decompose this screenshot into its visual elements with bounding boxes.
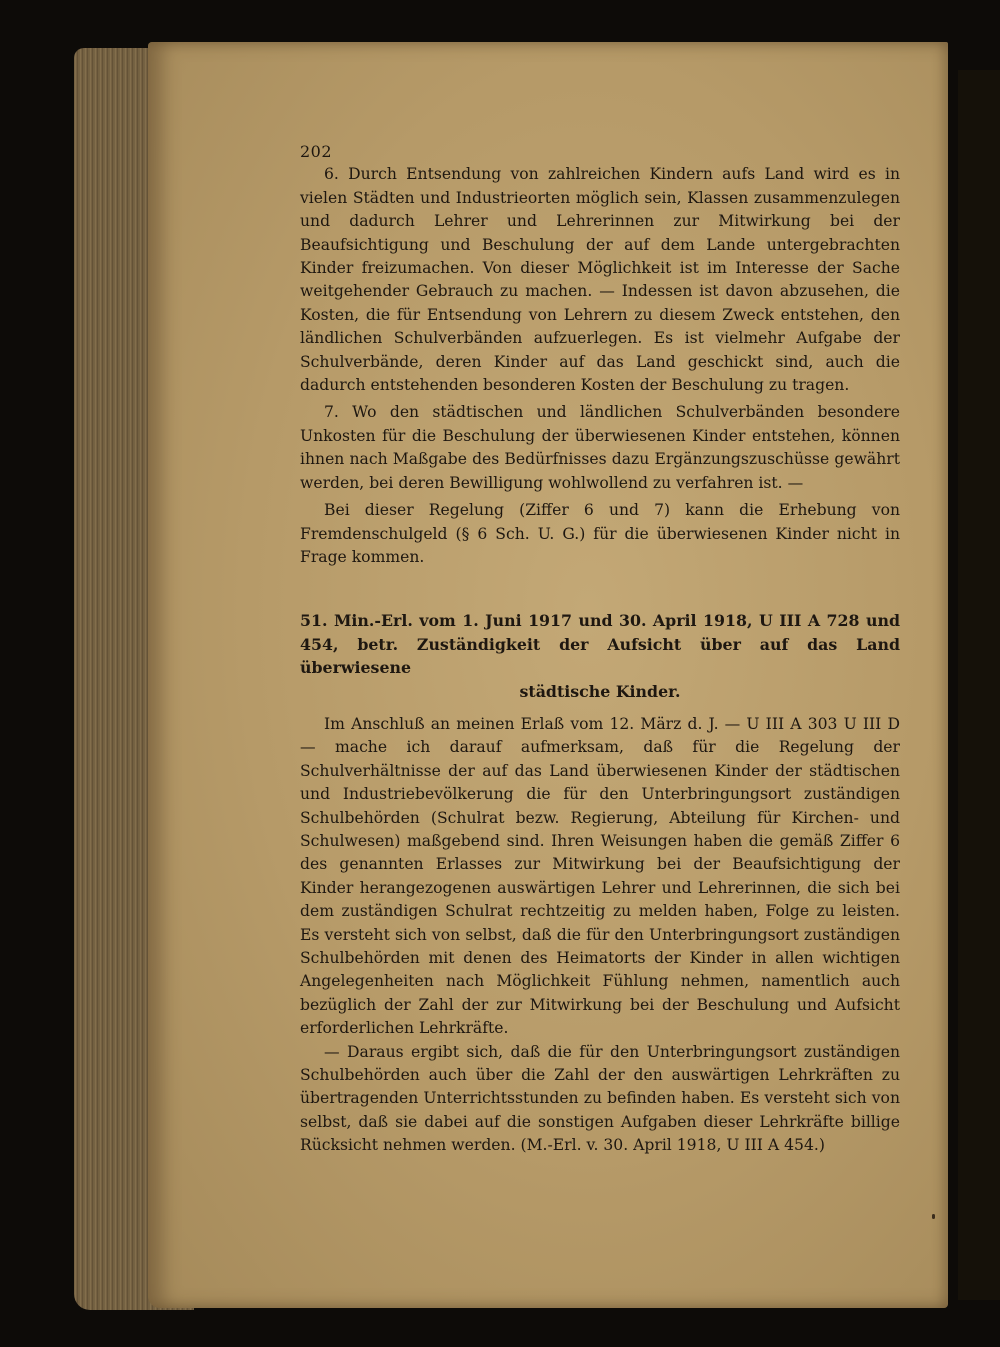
section-gap (300, 573, 900, 609)
page-number: 202 (300, 142, 333, 161)
decree-heading-text: 51. Min.-Erl. vom 1. Juni 1917 und 30. April 1918, U III A 728 und 454, betr. Zuständigkeit der Aufsicht über auf das Land überwiesene (300, 611, 900, 678)
page-text-block (300, 140, 900, 1158)
next-page-edge (958, 70, 1000, 1300)
paragraph-6: 6. Durch Entsendung von zahlreichen Kindern aufs Land wird es in vielen Städten und Industrieorten möglich sein, Klassen zusammenzulegen und dadurch Lehrer und Lehrerinnen zur Mitwirkung bei der Beaufsichtigung und Beschulung der auf dem Lande untergebrachten Kinder freizumachen. Von dieser Möglichkeit ist im Interesse der Sache weitgehender Gebrauch zu machen. — Indessen ist davon abzusehen, die Kosten, die für Entsendung von Lehrern zu diesem Zweck entstehen, den ländlichen Schulverbänden aufzuerlegen. Es ist vielmehr Aufgabe der Schulverbände, deren Kinder auf das Land geschickt sind, auch die dadurch entstehenden besonderen Kosten der Beschulung zu tragen. (300, 165, 900, 395)
paragraph-closing-note: Bei dieser Regelung (Ziffer 6 und 7) kann die Erhebung von Fremdenschulgeld (§ 6 Sch. U. G.) für die überwiesenen Kinder nicht in Frage kommen. (300, 501, 900, 566)
decree-body-paragraph-1: Im Anschluß an meinen Erlaß vom 12. März d. J. — U III A 303 U III D — mache ich darauf aufmerksam, daß für die Regelung der Schulverhältnisse der auf das Land überwiesenen Kinder der städtischen und Industriebevölkerung die für den Unterbringungsort zuständigen Schulbehörden (Schulrat bezw. Regierung, Abteilung für Kirchen- und Schulwesen) maßgebend sind. Ihren Weisungen haben die gemäß Ziffer 6 des genannten Erlasses zur Mitwirkung bei der Beaufsichtigung der Kinder herangezogenen auswärtigen Lehrer und Lehrerinnen, die sich bei dem zuständigen Schulrat rechtzeitig zu melden haben, Folge zu leisten. Es versteht sich von selbst, daß die für den Unterbringungsort zuständigen Schulbehörden mit denen des Heimatorts der Kinder in allen wichtigen Angelegenheiten nach Möglichkeit Fühlung nehmen, namentlich auch bezüglich der Zahl der zur Mitwirkung bei der Beschulung und Aufsicht erforderlichen Lehrkräfte. (300, 714, 900, 1038)
decree-body-paragraph-2: — Daraus ergibt sich, daß die für den Unterbringungsort zuständigen Schulbehörden auch über die Zahl der den auswärtigen Lehrkräften zu übertragenden Unterrichtsstunden zu befinden haben. Es versteht sich von selbst, daß sie dabei auf die sonstigen Aufgaben dieser Lehrkräfte billige Rücksicht nehmen werden. (M.-Erl. v. 30. April 1918, U III A 454.) (300, 1042, 900, 1155)
paragraph-7: 7. Wo den städtischen und ländlichen Schulverbänden besondere Unkosten für die Beschulung der überwiesenen Kinder entstehen, können ihnen nach Maßgabe des Bedürfnisses dazu Ergänzungszuschüsse gewährt werden, bei deren Bewilligung wohlwollend zu verfahren ist. — (300, 403, 900, 492)
decree-heading-end: städtische Kinder. (519, 681, 681, 701)
ink-speck (932, 1214, 935, 1219)
decree-heading (300, 609, 900, 703)
